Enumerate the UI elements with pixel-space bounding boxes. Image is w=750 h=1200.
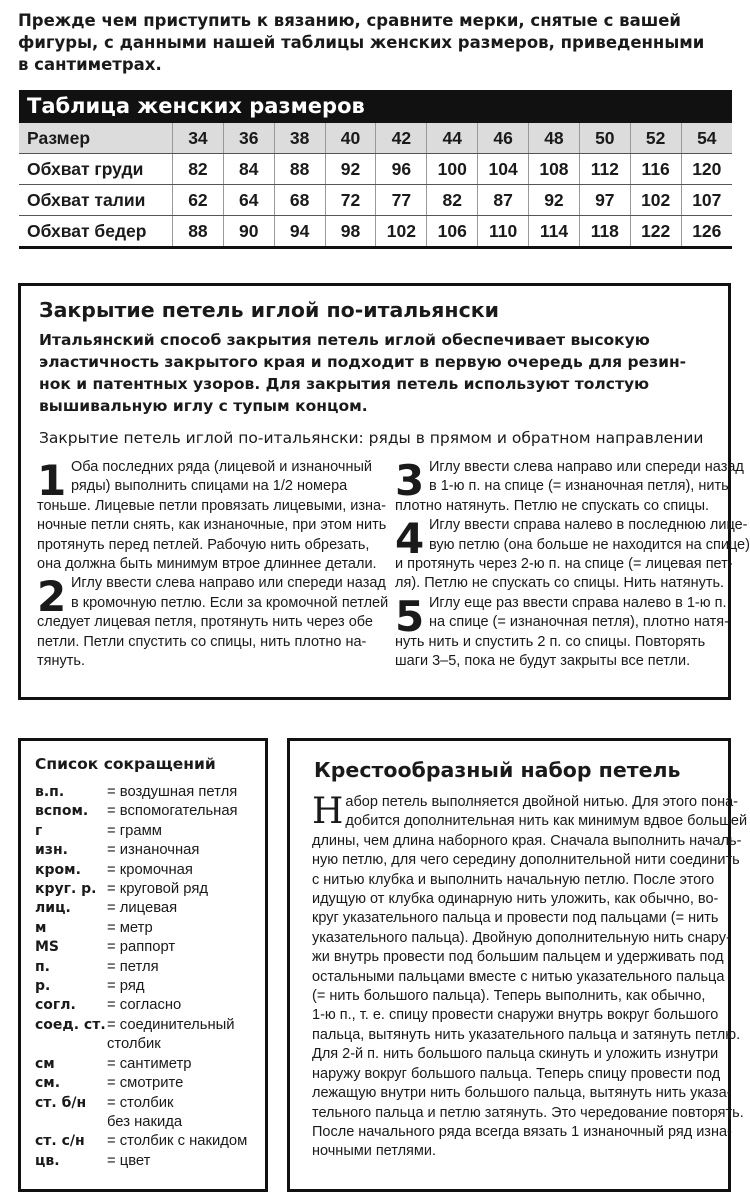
table-cell: 38 — [274, 123, 325, 154]
body-line: круг указательного пальца и провести под пальцами (= нить — [312, 910, 719, 927]
abbreviation-key: соед. ст. — [35, 1016, 106, 1033]
table-cell: 46 — [478, 123, 529, 154]
step-line: вую петлю (она больше не находится на спице) — [429, 536, 750, 553]
step-line: шаги 3–5, пока не будут закрыты все петли. — [395, 653, 691, 670]
table-cell: 40 — [325, 123, 376, 154]
body-line: идущую от клубка одинарную нить уложить, как обычно, во- — [312, 891, 719, 908]
body-line: длины, чем длина наборного края. Сначала выполнить началь- — [312, 832, 742, 849]
abbreviation-value: = сантиметр — [107, 1055, 192, 1072]
table-cell: 88 — [274, 154, 325, 185]
abbreviation-row — [35, 1016, 265, 1035]
size-table-grid — [19, 123, 732, 249]
abbreviation-value: = раппорт — [107, 939, 176, 956]
abbreviation-value: = петля — [107, 958, 159, 975]
abbreviation-row — [35, 861, 265, 880]
abbreviation-value: = цвет — [107, 1152, 151, 1169]
step-number: 4 — [395, 514, 425, 564]
abbreviation-value: столбик — [107, 1036, 161, 1053]
abbreviations-list — [35, 783, 265, 1171]
italian-lead — [39, 329, 719, 417]
body-line: (= нить большого пальца). Теперь выполнить, как обычно, — [312, 988, 706, 1005]
table-cell: 87 — [478, 185, 529, 216]
lead-line: эластичность закрытого края и подходит в первую очередь для резин- — [39, 353, 687, 371]
abbreviation-row — [35, 802, 265, 821]
step-number: 5 — [395, 591, 425, 641]
size-table-title: Таблица женских размеров — [19, 90, 732, 123]
step-5 — [395, 591, 729, 672]
abbreviation-row — [35, 1035, 265, 1054]
table-cell: 52 — [630, 123, 681, 154]
abbreviation-value: без накида — [107, 1113, 183, 1130]
step-line: на спице (= изнаночная петля), плотно натя- — [429, 614, 729, 631]
step-number: 3 — [395, 456, 425, 505]
abbreviation-value: = смотрите — [107, 1075, 184, 1092]
abbreviation-row — [35, 822, 265, 841]
table-cell: 48 — [529, 123, 580, 154]
abbreviation-row — [35, 1132, 265, 1151]
abbreviation-row — [35, 783, 265, 802]
abbreviation-key — [35, 1035, 107, 1054]
body-line: После начального ряда всегда вязать 1 изнаночный ряд изна- — [312, 1123, 732, 1140]
table-cell: 44 — [427, 123, 478, 154]
abbreviations-title: Список сокращений — [35, 755, 216, 773]
step-line: ля). Петлю не спускать со спицы. Нить натянуть. — [395, 575, 725, 592]
table-cell: 102 — [376, 216, 427, 248]
abbreviation-key: кром. — [35, 861, 81, 878]
step-3 — [395, 456, 744, 516]
abbreviation-row — [35, 1055, 265, 1074]
step-line: и протянуть через 2-ю п. на спице (= лицевая пет- — [395, 556, 733, 573]
table-cell: 116 — [630, 154, 681, 185]
table-cell: 82 — [173, 154, 224, 185]
table-cell: 84 — [223, 154, 274, 185]
step-number: 2 — [37, 572, 67, 622]
lead-line: вышивальную иглу с тупым концом. — [39, 397, 368, 415]
table-cell: 110 — [478, 216, 529, 248]
step-2 — [37, 572, 389, 671]
abbreviation-value: = столбик с накидом — [107, 1133, 248, 1150]
abbreviations-box — [18, 738, 268, 1192]
abbreviation-value: = ряд — [107, 978, 145, 995]
size-table-row — [19, 216, 732, 248]
table-cell: 50 — [579, 123, 630, 154]
table-cell: 102 — [630, 185, 681, 216]
step-line: ряды) выполнить спицами на 1/2 номера — [71, 478, 348, 495]
body-line: 1-ю п., т. е. спицу провести снаружи внутрь вокруг большого — [312, 1007, 719, 1024]
table-cell: 106 — [427, 216, 478, 248]
abbreviation-row — [35, 1074, 265, 1093]
abbreviation-value: = столбик — [107, 1094, 174, 1111]
abbreviation-value: = изнаночная — [107, 842, 200, 859]
abbreviation-row — [35, 938, 265, 957]
abbreviation-value: = вспомогательная — [107, 803, 238, 820]
abbreviation-row — [35, 977, 265, 996]
step-line: нуть нить и спустить 2 п. со спицы. Повторять — [395, 633, 706, 650]
abbreviation-key: см — [35, 1055, 55, 1072]
italian-subtitle: Закрытие петель иглой по-итальянски: ряды в прямом и обратном направлении — [39, 429, 704, 447]
body-line: наружу вокруг большого пальца. Теперь спицу провести под — [312, 1065, 721, 1082]
table-cell: 34 — [173, 123, 224, 154]
abbreviation-row — [35, 1152, 265, 1171]
step-line: Иглу ввести слева направо или спереди назад — [71, 575, 386, 592]
table-cell: 112 — [579, 154, 630, 185]
body-line: остальными пальцами вместе с нитью указательного пальца — [312, 968, 725, 985]
size-table-row — [19, 123, 732, 154]
table-cell: 114 — [529, 216, 580, 248]
steps-right-column — [395, 456, 750, 671]
size-table-row — [19, 154, 732, 185]
step-line: следует лицевая петля, протянуть нить через обе — [37, 614, 373, 631]
step-line: тоньше. Лицевые петли провязать лицевыми, изна- — [37, 497, 386, 514]
abbreviation-row — [35, 919, 265, 938]
drop-cap: Н — [312, 791, 344, 832]
row-label: Обхват груди — [19, 154, 173, 185]
step-line: петли. Петли спустить со спицы, нить плотно на- — [37, 633, 367, 650]
abbreviation-key: р. — [35, 978, 51, 995]
table-cell: 96 — [376, 154, 427, 185]
step-line: Оба последних ряда (лицевой и изнаночный — [71, 459, 372, 475]
lead-line: Итальянский способ закрытия петель иглой обеспечивает высокую — [39, 331, 650, 349]
abbreviation-row — [35, 958, 265, 977]
abbreviation-key: изн. — [35, 842, 68, 859]
abbreviation-key: согл. — [35, 997, 76, 1014]
abbreviation-key: м — [35, 919, 47, 936]
body-line: жи внутрь провести под большим пальцем и удерживать под — [312, 949, 724, 966]
body-lines — [312, 832, 744, 1162]
table-cell: 36 — [223, 123, 274, 154]
body-line: указательного пальца). Двойную дополнительную нить снару- — [312, 929, 731, 946]
table-cell: 97 — [579, 185, 630, 216]
abbreviation-key: вспом. — [35, 803, 89, 820]
size-table — [19, 90, 732, 249]
row-label: Обхват талии — [19, 185, 173, 216]
step-line: Иглу еще раз ввести справа налево в 1-ю п. — [429, 594, 727, 611]
abbreviation-value: = кромочная — [107, 861, 193, 878]
step-line: ночные петли снять, как изнаночные, при этом нить — [37, 517, 387, 534]
abbreviation-row — [35, 996, 265, 1015]
body-line: ночными петлями. — [312, 1143, 437, 1160]
table-cell: 120 — [681, 154, 732, 185]
italian-bindoff-box — [18, 283, 750, 700]
table-cell: 88 — [173, 216, 224, 248]
abbreviation-key: г — [35, 822, 43, 839]
table-cell: 94 — [274, 216, 325, 248]
step-line: в кромочную петлю. Если за кромочной петлей — [71, 594, 389, 611]
table-cell: 77 — [376, 185, 427, 216]
body-line: добится дополнительная нить как минимум вдвое большей — [345, 813, 748, 830]
abbreviation-row — [35, 1094, 265, 1113]
abbreviation-value: = метр — [107, 919, 153, 936]
step-number: 1 — [37, 456, 67, 505]
step-line: она должна быть минимум втрое длиннее детали. — [37, 556, 377, 573]
intro-paragraph — [18, 10, 738, 76]
intro-line: в сантиметрах. — [18, 55, 162, 74]
abbreviation-row — [35, 841, 265, 860]
table-cell: 62 — [173, 185, 224, 216]
step-line: в 1-ю п. на спице (= изнаночная петля), нить — [429, 478, 729, 495]
step-line: Иглу ввести справа налево в последнюю лице- — [429, 517, 748, 534]
intro-line: Прежде чем приступить к вязанию, сравните мерки, снятые с вашей — [18, 11, 681, 30]
abbreviation-value: = лицевая — [107, 900, 178, 917]
step-line: тянуть. — [37, 653, 85, 670]
body-line: пальца, вытянуть нить указательного пальца и затянуть петлю. — [312, 1026, 741, 1043]
step-line: Иглу ввести слева направо или спереди назад — [429, 459, 744, 475]
table-cell: 107 — [681, 185, 732, 216]
table-cell: 42 — [376, 123, 427, 154]
italian-title: Закрытие петель иглой по-итальянски — [39, 298, 500, 322]
table-cell: 122 — [630, 216, 681, 248]
table-cell: 54 — [681, 123, 732, 154]
lead-line: нок и патентных узоров. Для закрытия петель используют толстую — [39, 375, 650, 393]
cross-caston-body — [312, 791, 748, 1162]
table-cell: 104 — [478, 154, 529, 185]
abbreviation-key: цв. — [35, 1152, 60, 1169]
abbreviation-row — [35, 1113, 265, 1132]
abbreviation-key: в.п. — [35, 784, 65, 800]
steps-left-column — [37, 456, 389, 671]
cross-caston-box — [287, 738, 748, 1192]
row-label: Размер — [19, 123, 173, 154]
abbreviation-value: = грамм — [107, 822, 162, 839]
abbreviation-key: MS — [35, 939, 60, 956]
abbreviation-key: см. — [35, 1075, 61, 1092]
table-cell: 100 — [427, 154, 478, 185]
abbreviation-key: круг. р. — [35, 881, 97, 898]
abbreviation-key: п. — [35, 958, 50, 975]
table-cell: 108 — [529, 154, 580, 185]
body-line: Для 2-й п. нить большого пальца скинуть и уложить изнутри — [312, 1046, 719, 1063]
abbreviation-value: = соединительный — [107, 1016, 235, 1033]
abbreviation-key: лиц. — [35, 900, 71, 917]
body-line: ную петлю, для чего середину дополнительной нити соединить — [312, 852, 740, 869]
abbreviation-row — [35, 880, 265, 899]
body-line: абор петель выполняется двойной нитью. Для этого пона- — [345, 794, 738, 810]
intro-line: фигуры, с данными нашей таблицы женских размеров, приведенными — [18, 33, 705, 52]
abbreviation-value: = согласно — [107, 997, 182, 1014]
table-cell: 98 — [325, 216, 376, 248]
step-4 — [395, 514, 750, 594]
table-cell: 118 — [579, 216, 630, 248]
table-cell: 90 — [223, 216, 274, 248]
abbreviation-value: = воздушная петля — [107, 784, 238, 800]
size-table-row — [19, 185, 732, 216]
body-line: тельного пальца и петлю затянуть. Это чередование повторять. — [312, 1104, 744, 1121]
step-1 — [37, 456, 387, 574]
abbreviation-value: = круговой ряд — [107, 881, 208, 898]
table-cell: 64 — [223, 185, 274, 216]
cross-caston-title: Крестообразный набор петель — [314, 758, 681, 782]
abbreviation-row — [35, 899, 265, 918]
row-label: Обхват бедер — [19, 216, 173, 248]
table-cell: 92 — [529, 185, 580, 216]
body-line: с нитью клубка и выполнить начальную петлю. После этого — [312, 871, 715, 888]
table-cell: 126 — [681, 216, 732, 248]
step-line: плотно натянуть. Петлю не спускать со спицы. — [395, 497, 710, 514]
step-line: протянуть перед петлей. Рабочую нить обрезать, — [37, 536, 370, 553]
body-line: лежащую внутри нить большого пальца, вытянуть нить указа- — [312, 1085, 732, 1102]
table-cell: 68 — [274, 185, 325, 216]
abbreviation-key: ст. с/н — [35, 1133, 85, 1150]
table-cell: 72 — [325, 185, 376, 216]
abbreviation-key — [35, 1113, 107, 1132]
abbreviation-key: ст. б/н — [35, 1094, 87, 1111]
table-cell: 92 — [325, 154, 376, 185]
table-cell: 82 — [427, 185, 478, 216]
